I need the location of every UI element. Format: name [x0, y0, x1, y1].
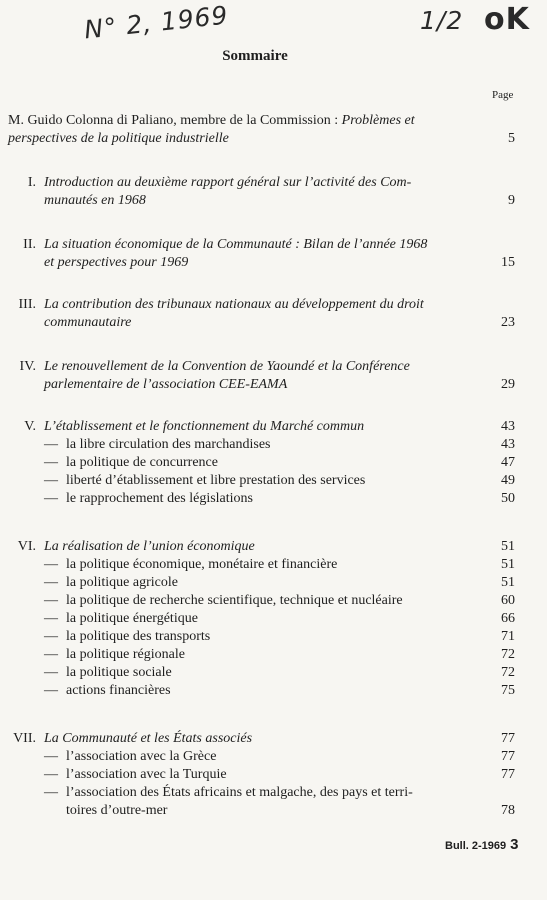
chapter-title: communautaire [44, 315, 132, 330]
dash-marker: — [44, 455, 58, 470]
chapter-title: La situation économique de la Communauté : Bilan de l’année 1968 [44, 237, 428, 252]
chapter-page: 29 [501, 377, 515, 392]
chapter-page: 15 [501, 255, 515, 270]
chapter-page: 23 [501, 315, 515, 330]
toc-item-label: la libre circulation des marchandises [66, 437, 271, 452]
toc-item-page: 66 [501, 611, 515, 626]
dash-marker: — [44, 437, 58, 452]
chapter-title: L’établissement et le fonctionnement du Marché commun [44, 419, 365, 434]
dash-marker: — [44, 749, 58, 764]
toc-item-label: toires d’outre-mer [66, 803, 168, 818]
chapter-page: 77 [501, 731, 515, 746]
dash-marker: — [44, 785, 58, 800]
toc-item-label: la politique agricole [66, 575, 178, 590]
toc-item-page: 71 [501, 629, 515, 644]
toc-item-page: 51 [501, 557, 515, 572]
chapter-number: I. [27, 175, 36, 190]
dash-marker: — [44, 683, 58, 698]
chapter-page: 51 [501, 539, 515, 554]
page-column-header: Page [492, 89, 514, 101]
chapter-title: La réalisation de l’union économique [44, 539, 255, 554]
toc-item-label: le rapprochement des législations [66, 491, 253, 506]
handwritten-fraction: 1/2 [420, 6, 464, 35]
chapter-title: munautés en 1968 [44, 193, 146, 208]
intro-title-start: Problèmes et [341, 113, 415, 128]
page-number: 3 [510, 836, 519, 853]
dash-marker: — [44, 491, 58, 506]
toc-item-page: 49 [501, 473, 515, 488]
toc-item-label: la politique régionale [66, 647, 185, 662]
dash-marker: — [44, 557, 58, 572]
dash-marker: — [44, 611, 58, 626]
chapter-title: Introduction au deuxième rapport général sur l’activité des Com- [44, 175, 412, 190]
chapter-number: II. [23, 237, 36, 252]
dash-marker: — [44, 629, 58, 644]
toc-item-page: 77 [501, 767, 515, 782]
toc-item-page: 77 [501, 749, 515, 764]
chapter-title: parlementaire de l’association CEE-EAMA [44, 377, 288, 392]
toc-item-label: la politique sociale [66, 665, 172, 680]
toc-item-page: 50 [501, 491, 515, 506]
chapter-number: IV. [19, 359, 36, 374]
footer [445, 836, 518, 853]
chapter-title: et perspectives pour 1969 [44, 255, 189, 270]
toc-item-label: liberté d’établissement et libre prestation des services [66, 473, 366, 488]
toc-item-label: la politique économique, monétaire et financière [66, 557, 338, 572]
chapter-number: VII. [13, 731, 36, 746]
toc-item-page: 60 [501, 593, 515, 608]
dash-marker: — [44, 593, 58, 608]
toc-item-page: 75 [501, 683, 515, 698]
toc-item-page: 51 [501, 575, 515, 590]
toc-item-page: 43 [501, 437, 515, 452]
toc-item-label: l’association avec la Grèce [66, 749, 217, 764]
dash-marker: — [44, 473, 58, 488]
intro-page: 5 [508, 131, 515, 146]
chapter-page: 9 [508, 193, 515, 208]
toc-item-label: la politique de concurrence [66, 455, 218, 470]
chapter-title: La Communauté et les États associés [44, 731, 253, 746]
toc-item-page: 72 [501, 665, 515, 680]
toc-item-label: la politique énergétique [66, 611, 198, 626]
intro-title-end: perspectives de la politique industrielle [8, 131, 229, 146]
dash-marker: — [44, 575, 58, 590]
toc-item-label: l’association des États africains et malgache, des pays et terri- [66, 785, 413, 800]
toc-item-label: la politique de recherche scientifique, technique et nucléaire [66, 593, 403, 608]
toc-item-label: la politique des transports [66, 629, 211, 644]
chapter-page: 43 [501, 419, 515, 434]
chapter-title: Le renouvellement de la Convention de Yaoundé et la Conférence [44, 359, 410, 374]
toc-item-page: 72 [501, 647, 515, 662]
handwritten-ok: oK [484, 2, 530, 37]
toc-item-label: l’association avec la Turquie [66, 767, 227, 782]
handwritten-issue-number: N° 2, 1969 [82, 0, 230, 45]
dash-marker: — [44, 647, 58, 662]
dash-marker: — [44, 665, 58, 680]
dash-marker: — [44, 767, 58, 782]
toc-item-page: 78 [501, 803, 515, 818]
chapter-title: La contribution des tribunaux nationaux au développement du droit [44, 297, 424, 312]
chapter-number: VI. [17, 539, 36, 554]
bulletin-reference: Bull. 2-1969 [445, 840, 507, 852]
chapter-number: III. [18, 297, 36, 312]
toc-item-page: 47 [501, 455, 515, 470]
page-title: Sommaire [222, 48, 288, 64]
chapter-number: V. [24, 419, 36, 434]
toc-item-label: actions financières [66, 683, 171, 698]
intro-author: M. Guido Colonna di Paliano, membre de la Commission : [8, 113, 339, 128]
